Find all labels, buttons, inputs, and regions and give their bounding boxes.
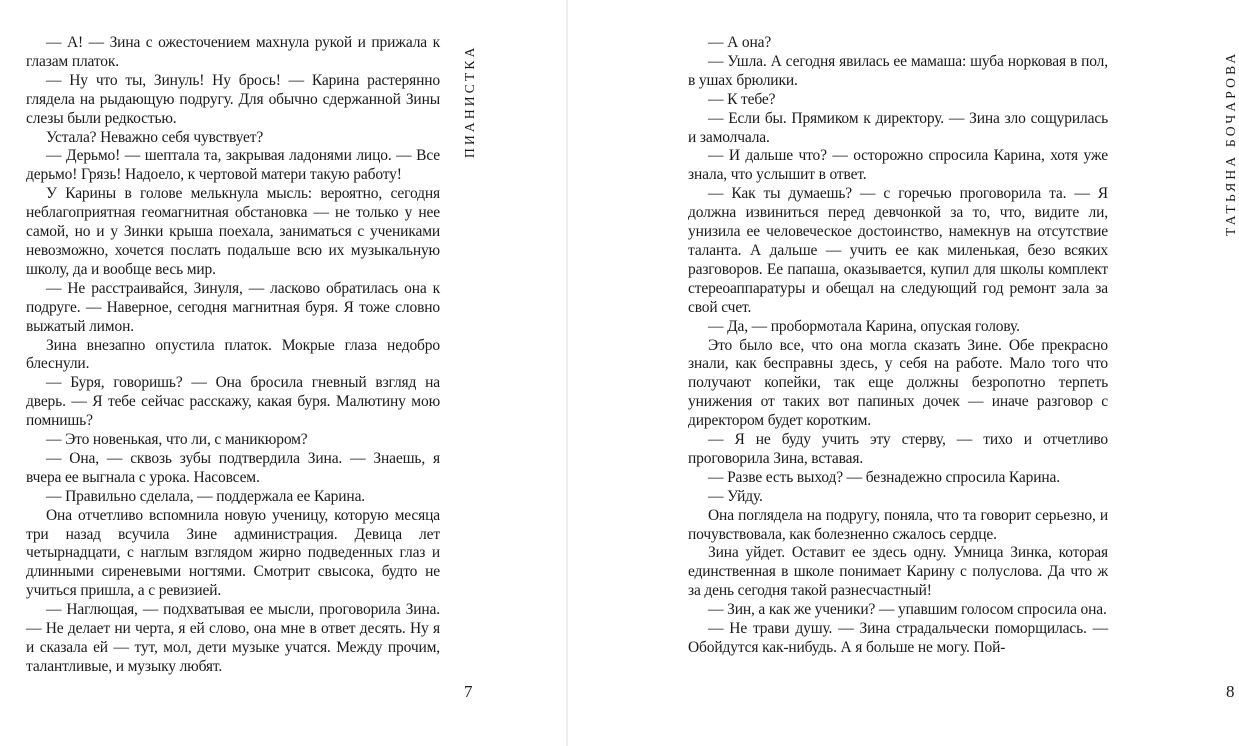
paragraph: — Это новенькая, что ли, с маникюром? <box>46 431 308 449</box>
paragraph: Она поглядела на подругу, поняла, что та говорит серьезно, и почувствовала, как болезненно сжалось сердце. <box>688 506 1108 543</box>
paragraph: У Карины в голове мелькнула мысль: вероятно, сегодня неблагоприятная геомагнитная обстановка — не только у нее самой, но и у Зинки крыша поехала, заниматься с учениками невозможно, хочется послать подальше всю их музыкальную школу, да и вообще весь мир. <box>26 185 440 278</box>
left-page <box>0 0 568 746</box>
paragraph: — Наглющая, — подхватывая ее мысли, проговорила Зина. — Не делает ни черта, я ей слово, она мне в ответ десять. Ну я и сказала ей — тут, мол, дети музыке учатся. Между прочим, талантливые, и музыку любят. <box>26 601 440 675</box>
paragraph: Она отчетливо вспомнила новую ученицу, которую месяца три назад всучила Зине администрация. Девица лет четырнадцати, с наглым взглядом жирно подведенных глаз и длинными сиреневыми ногтями. Смотрит свысока, будто не учиться пришла, а с ревизией. <box>26 506 440 600</box>
left-page-text <box>26 34 440 677</box>
paragraph: — Зин, а как же ученики? — упавшим голосом спросила она. <box>708 601 1107 619</box>
page-number: 8 <box>1226 682 1235 701</box>
paragraph: — К тебе? <box>708 90 776 108</box>
paragraph: — Правильно сделала, — поддержала ее Карина. <box>46 487 366 505</box>
paragraph: — Разве есть выход? — безнадежно спросила Карина. <box>708 468 1060 486</box>
paragraph: Зина уйдет. Оставит ее здесь одну. Умница Зинка, которая единственная в школе понимает Карину с полуслова. Да что ж за день сегодня такой разнесчастный! <box>688 544 1108 600</box>
paragraph: — Ушла. А сегодня явилась ее мамаша: шуба норковая в пол, в ушах брюлики. <box>688 52 1108 89</box>
running-head-book-title: ПИАНИСТКА <box>462 44 477 158</box>
paragraph: — Если бы. Прямиком к директору. — Зина зло сощурилась и замолчала. <box>688 109 1108 146</box>
paragraph: — Как ты думаешь? — с горечью проговорила та. — Я должна извиниться перед девчонкой за то, что, видите ли, унизила ее человеческое достоинство, намекнув на отсутствие таланта. А дальше — учить ее как миленькая, безо всяких разговоров. Ее папаша, оказывается, купил для школы комплект стереоаппаратуры и обещал на следующий год ремонт зала за свой счет. <box>688 185 1108 316</box>
paragraph: — Не трави душу. — Зина страдальчески поморщилась. — Обойдутся как-нибудь. А я больше не могу. Пой- <box>688 620 1108 656</box>
paragraph: — Уйду. <box>708 487 763 505</box>
paragraph: — А она? <box>708 34 772 51</box>
paragraph: — Да, — пробормотала Карина, опуская голову. <box>708 317 1020 335</box>
paragraph: — И дальше что? — осторожно спросила Карина, хотя уже знала, что услышит в ответ. <box>688 147 1108 184</box>
paragraph: Зина внезапно опустила платок. Мокрые глаза недобро блеснули. <box>26 336 440 373</box>
paragraph: — Она, — сквозь зубы подтвердила Зина. — Знаешь, я вчера ее выгнала с урока. Насовсем. <box>26 449 440 486</box>
page-number: 7 <box>464 682 473 701</box>
right-page-text <box>688 34 1108 658</box>
paragraph: — Не расстраивайся, Зинуля, — ласково обратилась она к подруге. — Наверное, сегодня магнитная буря. Я тоже словно выжатый лимон. <box>26 279 440 335</box>
paragraph: — Я не буду учить эту стерву, — тихо и отчетливо проговорила Зина, вставая. <box>688 431 1108 467</box>
paragraph: — Буря, говоришь? — Она бросила гневный взгляд на дверь. — Я тебе сейчас расскажу, какая буря. Малютину мою помнишь? <box>26 374 440 430</box>
paragraph: Это было все, что она могла сказать Зине. Обе прекрасно знали, как бесправны здесь, у себя на работе. Мало того что получают копейки, так еще должны безропотно терпеть унижения от таких вот папиных дочек — иначе разговор с директором будет коротким. <box>688 336 1108 430</box>
running-head-author: ТАТЬЯНА БОЧАРОВА <box>1223 50 1238 236</box>
paragraph: Устала? Неважно себя чувствует? <box>46 128 264 146</box>
paragraph: — А! — Зина с ожесточением махнула рукой и прижала к глазам платок. <box>26 34 440 70</box>
paragraph: — Дерьмо! — шептала та, закрывая ладонями лицо. — Все дерьмо! Грязь! Надоело, к чертовой матери такую работу! <box>26 147 440 184</box>
right-page <box>568 0 1238 746</box>
paragraph: — Ну что ты, Зинуль! Ну брось! — Карина растерянно глядела на рыдающую подругу. Для обычно сдержанной Зины слезы были редкостью. <box>26 71 440 127</box>
